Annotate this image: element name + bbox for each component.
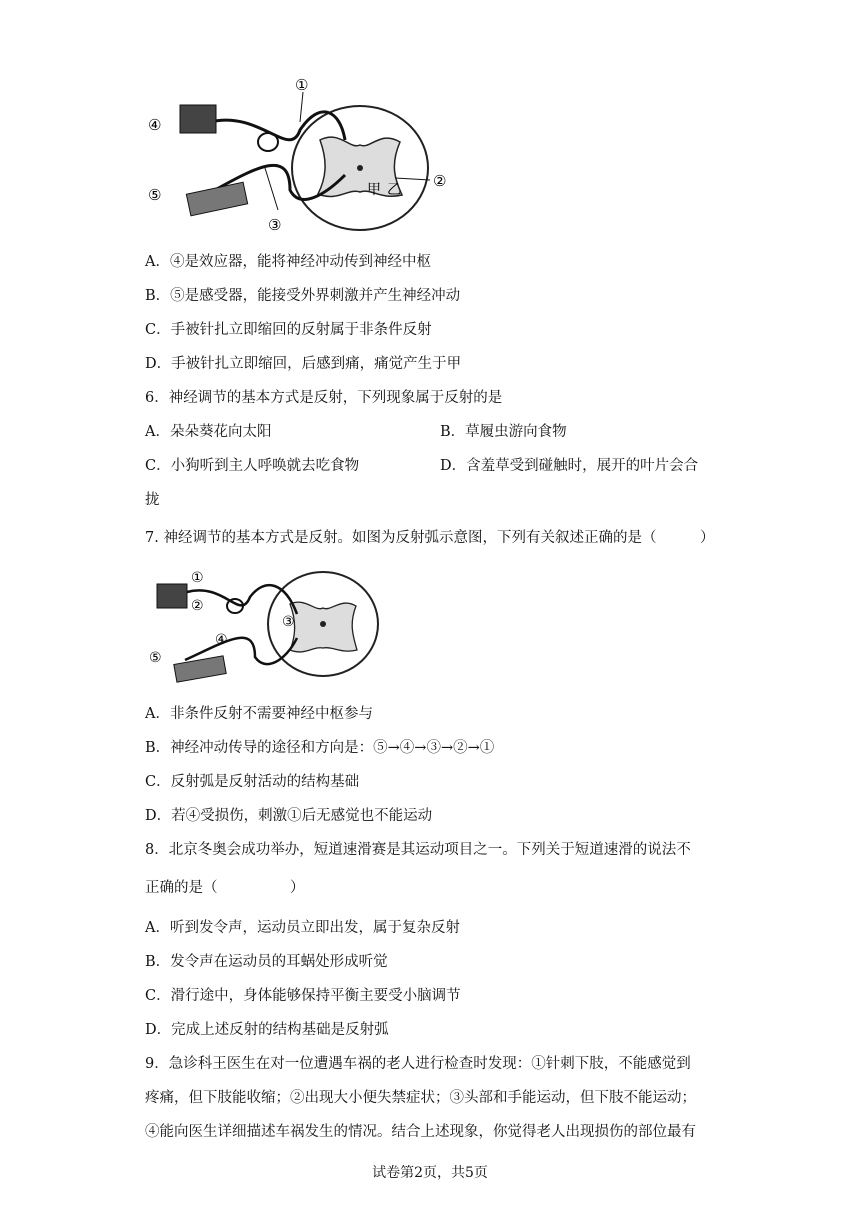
fig2-marker-5: ⑤ <box>149 650 162 666</box>
reflex-arc-figure-1 <box>140 70 460 240</box>
q8-option-b: B．发令声在运动员的耳蜗处形成听觉 <box>145 954 388 970</box>
q5-option-d: D．手被针扎立即缩回，后感到痛，痛觉产生于甲 <box>145 356 462 372</box>
q8-option-c: C．滑行途中，身体能够保持平衡主要受小脑调节 <box>145 988 461 1004</box>
q8-stem-line2: 正确的是（ ） <box>145 880 305 896</box>
q5-option-c: C．手被针扎立即缩回的反射属于非条件反射 <box>145 322 432 338</box>
page-footer: 试卷第2页，共5页 <box>372 1165 488 1181</box>
q6-option-a: A．朵朵葵花向太阳 <box>145 424 272 440</box>
marker-2: ② <box>433 172 447 190</box>
q9-line1: 9．急诊科王医生在对一位遭遇车祸的老人进行检查时发现：①针刺下肢，不能感觉到 <box>145 1056 691 1072</box>
q6-option-d: D．含羞草受到碰触时，展开的叶片会合 <box>440 458 699 474</box>
reflex-arc-diagram-1 <box>140 70 460 240</box>
q6-option-d-wrap: 拢 <box>145 492 160 508</box>
q9-line2: 疼痛，但下肢能收缩；②出现大小便失禁症状；③头部和手能运动，但下肢不能运动； <box>145 1090 696 1106</box>
fig2-marker-2: ② <box>191 598 204 614</box>
q5-option-b: B．⑤是感受器，能接受外界刺激并产生神经冲动 <box>145 288 461 304</box>
label-yi: 乙 <box>387 182 401 198</box>
q8-option-d: D．完成上述反射的结构基础是反射弧 <box>145 1022 389 1038</box>
q8-stem-line1: 8．北京冬奥会成功举办，短道速滑赛是其运动项目之一。下列关于短道速滑的说法不 <box>145 842 691 858</box>
q7-stem: 7. 神经调节的基本方式是反射。如图为反射弧示意图，下列有关叙述正确的是（ ） <box>145 530 715 546</box>
q6-option-c: C．小狗听到主人呼唤就去吃食物 <box>145 458 360 474</box>
label-jia: 甲 <box>367 182 381 198</box>
fig2-marker-1: ① <box>191 570 204 586</box>
q9-line3: ④能向医生详细描述车祸发生的情况。结合上述现象，你觉得老人出现损伤的部位最有 <box>145 1124 696 1140</box>
q7-option-d: D．若④受损伤，刺激①后无感觉也不能运动 <box>145 808 433 824</box>
q8-option-a: A．听到发令声，运动员立即出发，属于复杂反射 <box>145 920 460 936</box>
reflex-arc-figure-2 <box>145 562 390 692</box>
q5-option-a: A．④是效应器，能将神经冲动传到神经中枢 <box>145 254 431 270</box>
reflex-arc-diagram-2 <box>145 562 390 692</box>
marker-5: ⑤ <box>148 186 162 204</box>
marker-3: ③ <box>268 216 282 234</box>
q6-stem: 6．神经调节的基本方式是反射，下列现象属于反射的是 <box>145 390 503 406</box>
q6-option-b: B．草履虫游向食物 <box>440 424 567 440</box>
q7-option-b: B．神经冲动传导的途径和方向是：⑤→④→③→②→① <box>145 740 495 756</box>
q7-option-a: A．非条件反射不需要神经中枢参与 <box>145 706 373 722</box>
q7-option-c: C．反射弧是反射活动的结构基础 <box>145 774 360 790</box>
marker-1: ① <box>295 76 309 94</box>
marker-4: ④ <box>148 116 162 134</box>
fig2-marker-3: ③ <box>282 614 295 630</box>
fig2-marker-4: ④ <box>215 632 228 648</box>
